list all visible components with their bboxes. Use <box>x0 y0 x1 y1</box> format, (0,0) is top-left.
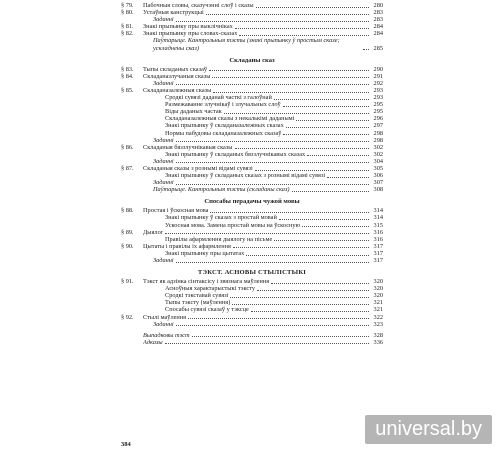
toc-entry-number: § 92. <box>121 313 134 321</box>
toc-entry <box>121 207 383 214</box>
toc-entry-number: § 86. <box>121 143 134 151</box>
toc-entry-page: 320 <box>373 285 383 293</box>
toc-entry <box>121 339 383 346</box>
toc-entry-number: § 85. <box>121 86 134 94</box>
toc-entry <box>121 306 383 313</box>
toc-entry-title: Складаныя сказы з рознымі відамі сувязі <box>143 164 253 172</box>
toc-entry <box>121 73 383 80</box>
dot-leader <box>224 113 369 114</box>
toc-entry-page: 304 <box>373 157 383 165</box>
toc-entry-page: 322 <box>373 313 383 321</box>
toc-entry-page: 321 <box>373 306 383 314</box>
toc-entry-number: § 80. <box>121 9 134 17</box>
toc-entry <box>121 101 383 108</box>
toc-entry <box>121 236 383 243</box>
toc-entry-page: 316 <box>373 228 383 236</box>
toc-entry-title: Заданні <box>153 157 174 165</box>
toc-entry-page: 284 <box>373 30 383 38</box>
dot-leader <box>271 283 369 284</box>
toc-entry-title: Знакі прыпынку ў складаных сказах з рознымі відамі сувязі <box>165 172 326 180</box>
toc-entry <box>121 87 383 94</box>
toc-entry-page: 320 <box>373 292 383 300</box>
toc-group-1 <box>121 2 383 52</box>
dot-leader <box>283 106 369 107</box>
dot-leader <box>209 70 369 71</box>
toc-group-5 <box>121 332 383 346</box>
toc-entry-title: Асноўныя характарыстыкі тэксту <box>165 285 255 293</box>
toc-entry-page: 302 <box>373 143 383 151</box>
toc-entry-title: Знакі прыпынку пры цытатах <box>165 249 245 257</box>
toc-entry <box>121 23 383 30</box>
dot-leader <box>235 148 369 149</box>
toc-entry-page: 290 <box>373 65 383 73</box>
dot-leader <box>257 290 369 291</box>
section-heading-text-stylistics: ТЭКСТ. АСНОВЫ СТЫЛІСТЫКІ <box>197 269 307 277</box>
dot-leader <box>232 304 369 305</box>
dot-leader <box>176 84 369 85</box>
dot-leader <box>307 155 369 156</box>
dot-leader <box>279 219 369 220</box>
dot-leader <box>165 343 369 344</box>
toc-entry <box>121 299 383 306</box>
dot-leader <box>302 226 369 227</box>
toc-entry-title: Цытаты і правілы іх афармлення <box>143 242 231 250</box>
toc-entry-page: 295 <box>373 101 383 109</box>
toc-entry-title: Знакі прыпынку ў складаных бяззлучнікавых сказах <box>165 150 306 158</box>
toc-entry <box>121 314 383 321</box>
toc-entry-number: § 90. <box>121 242 134 250</box>
toc-entry-page: 320 <box>373 278 383 286</box>
toc-entry-page: 297 <box>373 122 383 130</box>
dot-leader <box>251 311 369 312</box>
toc-entry-title: Складаназалежныя сказы <box>143 86 212 94</box>
toc-entry-title: Простая і ўскосная мова <box>143 207 209 215</box>
toc-entry <box>121 292 383 299</box>
toc-group-3 <box>121 207 383 264</box>
toc-entry-page: 305 <box>373 164 383 172</box>
toc-entry-page: 292 <box>373 79 383 87</box>
dot-leader <box>239 35 369 36</box>
dot-leader <box>176 325 369 326</box>
toc-entry-title: Размежаванне злучнікаў і злучальных слоў <box>165 101 281 109</box>
toc-entry <box>121 165 383 172</box>
toc-entry <box>121 332 383 339</box>
toc-entry-page: 336 <box>373 338 383 346</box>
dot-leader <box>192 336 369 337</box>
toc-entry-number: § 81. <box>121 23 134 31</box>
toc-entry <box>121 30 383 37</box>
dot-leader <box>176 141 369 142</box>
toc-entry-page: 280 <box>373 2 383 9</box>
dot-leader <box>176 262 369 263</box>
toc-entry-title: Складаназалежныя сказы з некалькімі даданымі <box>165 115 295 123</box>
dot-leader <box>283 134 369 135</box>
toc-entry <box>121 137 383 144</box>
toc-entry <box>121 172 383 179</box>
toc-group-4 <box>121 278 383 328</box>
toc-entry-title: Правілы афармлення дыялогу на пісьме <box>165 235 273 243</box>
dot-leader <box>213 92 369 93</box>
dot-leader <box>176 162 369 163</box>
toc-entry-number: § 88. <box>121 207 134 215</box>
toc-entry-page: 298 <box>373 136 383 144</box>
toc-entry <box>121 144 383 151</box>
dot-leader <box>327 177 369 178</box>
toc-entry <box>121 151 383 158</box>
toc-entry <box>121 66 383 73</box>
toc-entry-number: § 91. <box>121 278 134 286</box>
toc-entry <box>121 250 383 257</box>
toc-entry <box>121 158 383 165</box>
toc-entry-title: Заданні <box>153 79 174 87</box>
toc-entry-title: Адказы <box>143 338 163 346</box>
dot-leader <box>363 49 369 50</box>
toc-entry-title: Тыпы тэксту (маўлення) <box>165 299 231 307</box>
toc-entry <box>121 186 383 193</box>
toc-entry <box>121 9 383 16</box>
toc-entry <box>121 222 383 229</box>
dot-leader <box>296 120 369 121</box>
toc-entry-title: Заданні <box>153 179 174 187</box>
toc-entry-page: 296 <box>373 115 383 123</box>
dot-leader <box>235 28 369 29</box>
section-heading-reported-speech: Спосабы перадачы чужой мовы <box>204 198 300 206</box>
toc-entry-page: 317 <box>373 242 383 250</box>
toc-entry-page: 308 <box>373 186 383 194</box>
toc-entry-number: § 79. <box>121 2 134 9</box>
dot-leader <box>212 77 369 78</box>
toc-entry-title: Знакі прыпынку ў складаназалежных сказах <box>165 122 284 130</box>
toc-entry-title: Сродкі тэкставай сувязі <box>165 292 229 300</box>
toc-entry-title: Спосабы сувязі сказаў у тэксце <box>165 306 249 314</box>
toc-entry-page: 283 <box>373 9 383 17</box>
toc-entry-title: Тыпы складаных сказаў <box>143 65 208 73</box>
toc-entry <box>121 214 383 221</box>
toc-entry-page: 295 <box>373 108 383 116</box>
toc-entry-title: Віды даданых частак <box>165 108 222 116</box>
toc-entry-page: 315 <box>373 221 383 229</box>
toc-entry-title: Тэкст як адзінка сінтаксісу і звязнага маўлення <box>143 278 270 286</box>
toc-entry-page: 317 <box>373 257 383 264</box>
toc-entry <box>121 94 383 101</box>
toc-entry-title: Заданні <box>153 320 174 328</box>
toc-entry-title: Заданні <box>153 257 174 264</box>
toc-entry-page: 293 <box>373 94 383 102</box>
dot-leader <box>274 99 369 100</box>
toc-entry-page: 328 <box>373 331 383 339</box>
dot-leader <box>210 212 369 213</box>
toc-entry-title: Знакі прыпынку пры выклічніках <box>143 23 233 31</box>
toc-entry <box>121 229 383 236</box>
toc-entry <box>121 130 383 137</box>
toc-entry-page: 307 <box>373 179 383 187</box>
dot-leader <box>176 184 369 185</box>
toc-entry <box>121 108 383 115</box>
toc-entry-title: Знакі прыпынку ў сказах з простай мовай <box>165 214 277 222</box>
toc-entry-title: Стылі маўлення <box>143 313 187 321</box>
section-heading-complex-sentence: Складаны сказ <box>229 56 275 64</box>
toc-entry-page: 317 <box>373 249 383 257</box>
toc-entry <box>121 243 383 250</box>
toc-entry-title: Дыялог <box>143 228 164 236</box>
page-number: 384 <box>121 441 131 448</box>
toc-entry-page: 298 <box>373 129 383 137</box>
dot-leader <box>188 318 369 319</box>
toc-entry <box>121 115 383 122</box>
toc-entry-page: 314 <box>373 207 383 215</box>
toc-entry-title: Пабочныя словы, сказучэнні слоў і сказы <box>143 2 254 9</box>
toc-entry-title: Паўтарыце. Кантрольныя тэсты (знакі прыпынку ў простым сказе; ускладнены сказ) <box>153 37 340 52</box>
toc-group-2 <box>121 66 383 194</box>
toc-entry-title: Нормы пабудовы складаназалежных сказаў <box>165 129 282 137</box>
toc-entry <box>121 321 383 328</box>
dot-leader <box>292 191 369 192</box>
dot-leader <box>255 170 369 171</box>
dot-leader <box>256 7 369 8</box>
toc-entry <box>121 122 383 129</box>
toc-entry-number: § 83. <box>121 65 134 73</box>
dot-leader <box>274 240 369 241</box>
toc-entry <box>121 285 383 292</box>
toc-entry-number: § 82. <box>121 30 134 38</box>
toc-entry-page: 321 <box>373 299 383 307</box>
toc-entry-title: Сродкі сувязі даданай часткі з галоўнай <box>165 94 272 102</box>
dot-leader <box>233 247 369 248</box>
toc-entry <box>121 278 383 285</box>
toc-entry-title: Паўтарыце. Кантрольныя тэсты (складаны сказ) <box>153 186 290 194</box>
toc-entry-page: 314 <box>373 214 383 222</box>
table-of-contents <box>121 2 383 346</box>
toc-entry <box>121 16 383 23</box>
toc-entry-number: § 87. <box>121 164 134 172</box>
toc-entry-page: 302 <box>373 150 383 158</box>
toc-entry-title: Складаназлучаныя сказы <box>143 72 211 80</box>
toc-entry-page: 306 <box>373 172 383 180</box>
dot-leader <box>286 127 369 128</box>
toc-entry-page: 283 <box>373 16 383 24</box>
toc-entry <box>121 257 383 264</box>
dot-leader <box>165 233 369 234</box>
toc-entry <box>121 2 383 9</box>
dot-leader <box>206 14 369 15</box>
toc-entry-number: § 84. <box>121 72 134 80</box>
dot-leader <box>246 255 369 256</box>
toc-entry-page: 284 <box>373 23 383 31</box>
toc-entry-title: Знакі прыпынку пры словах-сказах <box>143 30 238 38</box>
toc-entry-page: 285 <box>373 44 383 52</box>
toc-entry-title: Выпадковы тэст <box>143 331 190 339</box>
toc-entry-page: 316 <box>373 235 383 243</box>
toc-entry <box>121 37 383 51</box>
toc-entry-title: Ускосная мова. Замена простай мовы на ўскосную <box>165 221 301 229</box>
toc-entry <box>121 179 383 186</box>
toc-entry-page: 291 <box>373 72 383 80</box>
toc-entry-number: § 89. <box>121 228 134 236</box>
dot-leader <box>176 21 369 22</box>
dot-leader <box>230 297 369 298</box>
toc-entry-page: 293 <box>373 86 383 94</box>
toc-entry-title: Заданні <box>153 136 174 144</box>
watermark-logo: universal.by <box>365 415 492 444</box>
toc-entry-title: Складаныя бяззлучнікавыя сказы <box>143 143 233 151</box>
toc-entry <box>121 80 383 87</box>
toc-entry-page: 323 <box>373 320 383 328</box>
toc-entry-title: Заданні <box>153 16 174 24</box>
toc-entry-title: Устаўныя канструкцыі <box>143 9 204 17</box>
